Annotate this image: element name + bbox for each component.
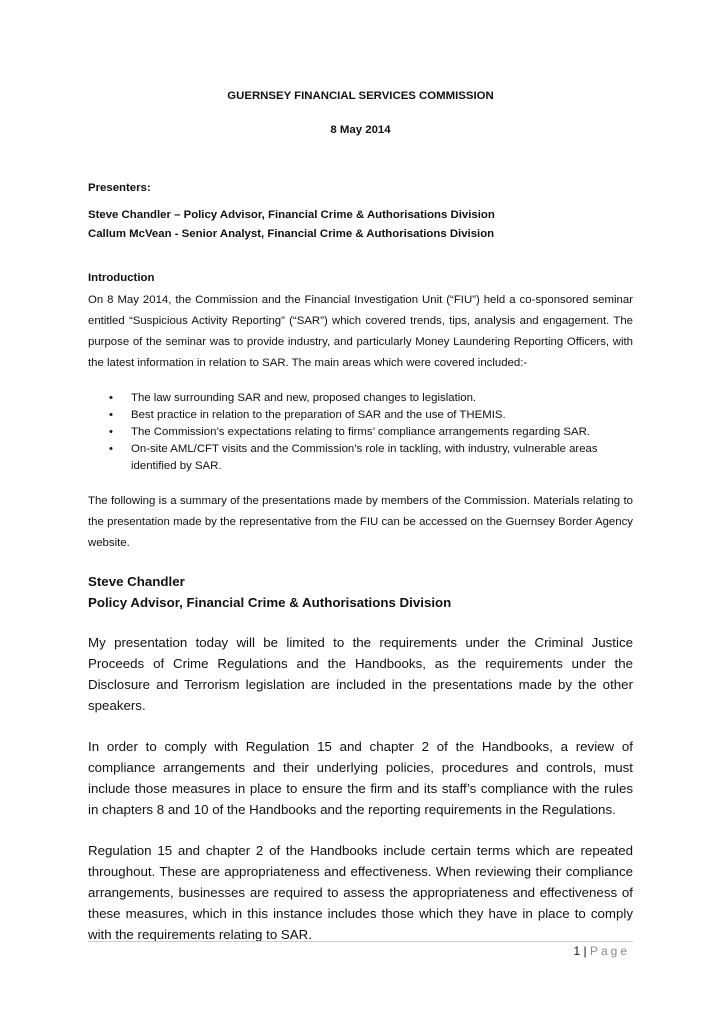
document-title: GUERNSEY FINANCIAL SERVICES COMMISSION xyxy=(227,90,494,102)
body-paragraph: In order to comply with Regulation 15 and chapter 2 of the Handbooks, a review of compliance arrangements and their underlying policies, procedures and controls, must include those measures in place to ensure the firm and its staff’s compliance with the rules in chapters 8 and 10 of the Handbooks and the reporting requirements in the Regulations. xyxy=(88,739,633,817)
page-content xyxy=(88,88,633,945)
list-item xyxy=(109,407,633,424)
introduction-heading: Introduction xyxy=(88,272,155,284)
body-paragraph: Regulation 15 and chapter 2 of the Handbooks include certain terms which are repeated throughout. These are appropriateness and effectiveness. When reviewing their compliance arrangements, businesses are required to assess the appropriateness and effectiveness of these measures, which in this instance includes those which they have in place to comply with the requirements relating to SAR. xyxy=(88,843,633,942)
list-item xyxy=(109,390,633,407)
summary-paragraph: The following is a summary of the presentations made by members of the Commission. Materials relating to the presentation made by the representative from the FIU can be accessed on the Guernsey Border Agency website. xyxy=(88,495,633,549)
page-footer xyxy=(573,943,630,960)
presenter-line: Callum McVean - Senior Analyst, Financial Crime & Authorisations Division xyxy=(88,228,495,240)
section-presenter-role: Policy Advisor, Financial Crime & Authorisations Division xyxy=(88,595,452,610)
presenters-label: Presenters: xyxy=(88,182,151,194)
page-number: 1 xyxy=(573,944,581,958)
bullet-icon: • xyxy=(109,392,113,404)
bullet-icon: • xyxy=(109,409,113,421)
body-paragraph: My presentation today will be limited to the requirements under the Criminal Justice Proceeds of Crime Regulations and the Handbooks, as the requirements under the Disclosure and Terrorism legislation are included in the presentations made by the other speakers. xyxy=(88,635,633,713)
list-item xyxy=(109,441,633,475)
footer-separator: | xyxy=(583,944,587,958)
document-date: 8 May 2014 xyxy=(330,124,391,136)
bullet-icon: • xyxy=(109,443,113,455)
bullet-icon: • xyxy=(109,426,113,438)
covered-areas-list xyxy=(88,390,633,475)
list-item xyxy=(109,424,633,441)
list-item-text: On-site AML/CFT visits and the Commission’s role in tackling, with industry, vulnerable areas identified by SAR. xyxy=(131,443,598,472)
footer-divider xyxy=(88,941,633,942)
introduction-paragraph: On 8 May 2014, the Commission and the Financial Investigation Unit (“FIU”) held a co-sponsored seminar entitled “Suspicious Activity Reporting” (“SAR”) which covered trends, tips, analysis and engagement. The purpose of the seminar was to provide industry, and particularly Money Laundering Reporting Officers, with the latest information in relation to SAR. The main areas which were covered included:- xyxy=(88,294,633,369)
list-item-text: Best practice in relation to the preparation of SAR and the use of THEMIS. xyxy=(131,409,506,421)
presenter-line: Steve Chandler – Policy Advisor, Financial Crime & Authorisations Division xyxy=(88,209,495,221)
presenter-list xyxy=(88,206,633,244)
section-presenter-name: Steve Chandler xyxy=(88,574,185,589)
list-item-text: The Commission’s expectations relating to firms’ compliance arrangements regarding SAR. xyxy=(131,426,590,438)
list-item-text: The law surrounding SAR and new, proposed changes to legislation. xyxy=(131,392,477,404)
page-label: Page xyxy=(589,944,630,958)
